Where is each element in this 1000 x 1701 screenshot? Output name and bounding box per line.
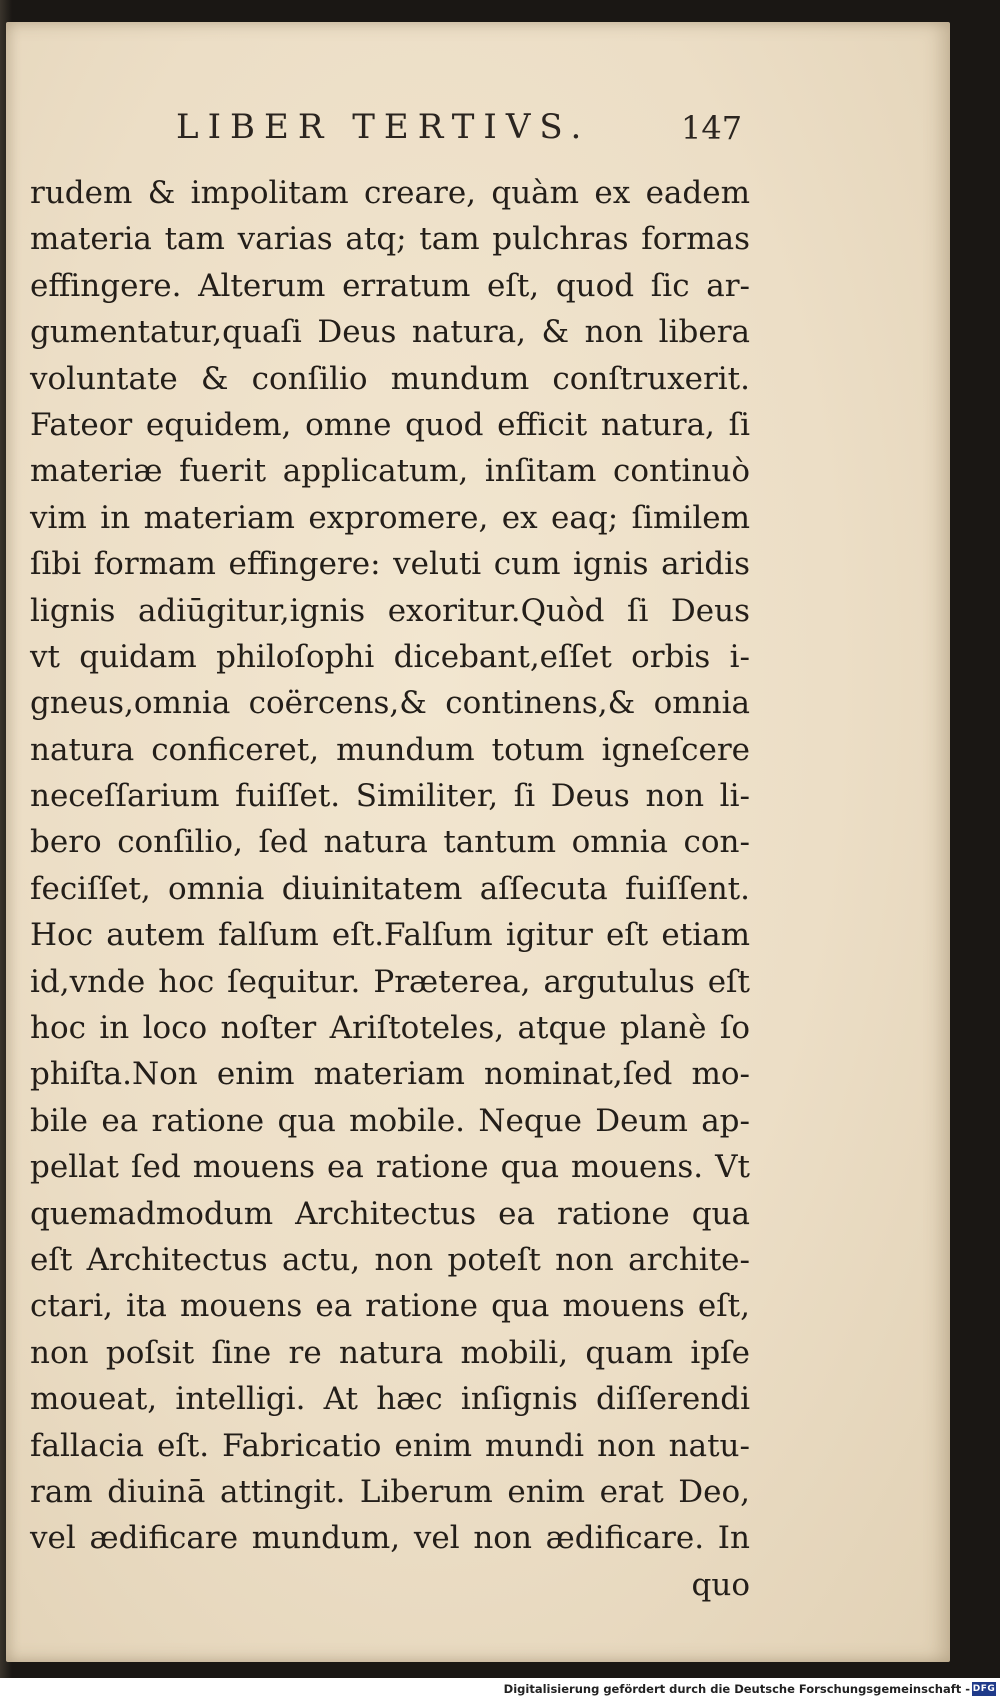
- catchword: quo: [691, 1566, 750, 1603]
- text-line: materiæ fuerit applicatum, inſitam continuò: [30, 453, 750, 490]
- page-number: 147: [681, 109, 743, 147]
- text-line: quemadmodum Architectus ea ratione qua: [30, 1195, 750, 1232]
- text-line: bile ea ratione qua mobile. Neque Deum ap-: [30, 1102, 750, 1139]
- text-line: fallacia eſt. Fabricatio enim mundi non natu-: [30, 1427, 750, 1464]
- text-line: vel ædificare mundum, vel non ædificare. In: [30, 1520, 750, 1557]
- text-line: gumentatur,quaſi Deus natura, & non libera: [30, 314, 750, 351]
- dfg-logo: DFG: [972, 1684, 996, 1694]
- text-line: eſt Architectus actu, non poteſt non archite-: [30, 1241, 750, 1278]
- text-line: natura conficeret, mundum totum igneſcere: [30, 731, 750, 768]
- footer-bar: [0, 1678, 1000, 1701]
- book-page: [6, 22, 950, 1662]
- text-line: ctari, ita mouens ea ratione qua mouens eſt,: [30, 1288, 750, 1325]
- text-line: rudem & impolitam creare, quàm ex eadem: [30, 175, 750, 211]
- text-line: Hoc autem falſum eſt.Falſum igitur eſt etiam: [30, 917, 750, 954]
- text-line: lignis adiūgitur,ignis exoritur.Quòd ſi Deus: [30, 592, 750, 629]
- body-text: [30, 170, 750, 1608]
- text-line: Fateor equidem, omne quod efficit natura, ſi: [30, 406, 750, 443]
- text-line: non poſsit ſine re natura mobili, quam ipſe: [30, 1334, 750, 1371]
- text-line: pellat ſed mouens ea ratione qua mouens. Vt: [30, 1149, 750, 1186]
- running-head: [6, 107, 950, 167]
- text-line: moueat, intelligi. At hæc inſignis diſſerendi: [30, 1381, 750, 1418]
- text-line: phiſta.Non enim materiam nominat,ſed mo-: [30, 1056, 750, 1093]
- text-line: voluntate & conſilio mundum conſtruxerit.: [30, 360, 750, 397]
- text-line: bero conſilio, ſed natura tantum omnia con-: [30, 824, 750, 861]
- text-line: ram diuinā attingit. Liberum enim erat Deo,: [30, 1473, 750, 1510]
- funding-credit: Digitalisierung gefördert durch die Deutsche Forschungsgemeinschaft -: [503, 1682, 970, 1696]
- text-line: hoc in loco noſter Ariſtoteles, atque planè ſo: [30, 1010, 750, 1047]
- text-line: vim in materiam expromere, ex eaq; ſimilem: [30, 499, 750, 536]
- text-line: feciſſet, omnia diuinitatem aſſecuta fuiſſent.: [30, 870, 750, 907]
- text-line: id,vnde hoc ſequitur. Præterea, argutulus eſt: [30, 963, 750, 1000]
- text-line: gneus,omnia coërcens,& continens,& omnia: [30, 685, 750, 722]
- text-line: effingere. Alterum erratum eſt, quod ſic ar-: [30, 267, 750, 304]
- text-line: materia tam varias atq; tam pulchras formas: [30, 221, 750, 258]
- text-line: vt quidam philoſophi dicebant,eſſet orbis i-: [30, 638, 750, 675]
- text-line: neceſſarium fuiſſet. Similiter, ſi Deus non li-: [30, 778, 750, 815]
- running-head-title: LIBER TERTIVS.: [176, 107, 591, 147]
- text-line: ſibi formam effingere: veluti cum ignis aridis: [30, 546, 750, 583]
